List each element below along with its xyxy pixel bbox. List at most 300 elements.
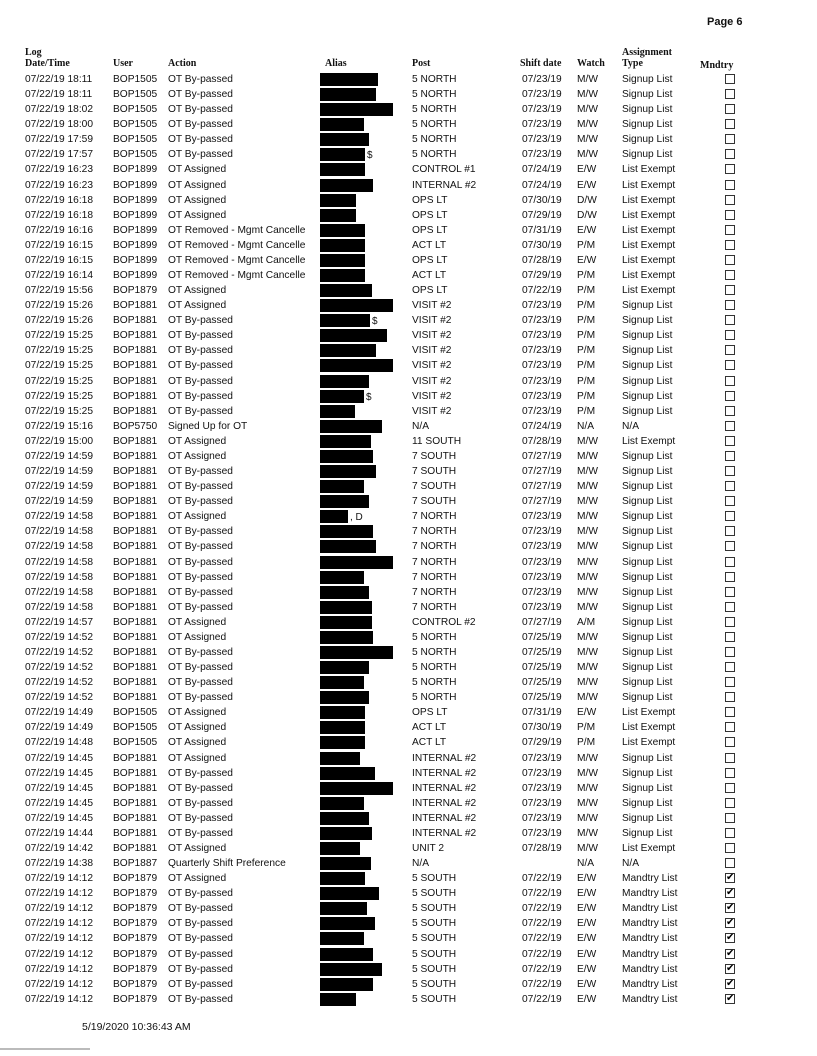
log-datetime: 07/22/19 16:23 — [25, 179, 93, 191]
assignment-type: Signup List — [622, 345, 673, 357]
log-datetime: 07/22/19 18:11 — [25, 89, 93, 101]
shift-date: 07/23/19 — [522, 586, 562, 598]
mandatory-checkbox[interactable] — [725, 330, 735, 340]
redaction-block — [320, 450, 373, 463]
mandatory-checkbox[interactable] — [725, 451, 735, 461]
watch: E/W — [577, 993, 597, 1005]
assignment-type: List Exempt — [622, 239, 676, 251]
user-id: BOP1505 — [113, 104, 158, 116]
assignment-type: Signup List — [622, 692, 673, 704]
assignment-type: List Exempt — [622, 270, 676, 282]
mandatory-checkbox[interactable] — [725, 255, 735, 265]
user-id: BOP1879 — [113, 993, 158, 1005]
assignment-type: Signup List — [622, 149, 673, 161]
user-id: BOP1899 — [113, 270, 158, 282]
shift-date: 07/23/19 — [522, 315, 562, 327]
mandatory-checkbox[interactable] — [725, 526, 735, 536]
mandatory-checkbox[interactable] — [725, 677, 735, 687]
alias-suffix: , D — [350, 512, 363, 524]
watch: E/W — [577, 164, 597, 176]
shift-date: 07/28/19 — [522, 254, 562, 266]
user-id: BOP1879 — [113, 918, 158, 930]
assignment-type: List Exempt — [622, 254, 676, 266]
shift-date: 07/27/19 — [522, 481, 562, 493]
action: OT By-passed — [168, 978, 233, 990]
table-row — [0, 238, 817, 253]
action: OT By-passed — [168, 390, 233, 402]
post: ACT LT — [412, 239, 447, 251]
watch: E/W — [577, 707, 597, 719]
mandatory-checkbox[interactable] — [725, 994, 735, 1004]
user-id: BOP1899 — [113, 179, 158, 191]
action: OT By-passed — [168, 481, 233, 493]
action: OT By-passed — [168, 119, 233, 131]
assignment-type: Signup List — [622, 767, 673, 779]
user-id: BOP1879 — [113, 888, 158, 900]
header-assignment: Assignment — [622, 47, 673, 58]
watch: M/W — [577, 134, 598, 146]
redaction-block — [320, 842, 360, 855]
action: OT By-passed — [168, 797, 233, 809]
shift-date: 07/23/19 — [522, 74, 562, 85]
header-log: Log — [25, 47, 42, 58]
log-datetime: 07/22/19 14:45 — [25, 752, 93, 764]
mandatory-checkbox[interactable] — [725, 602, 735, 612]
table-row — [0, 102, 817, 117]
assignment-type: Signup List — [622, 601, 673, 613]
log-datetime: 07/22/19 14:58 — [25, 526, 93, 538]
user-id: BOP1879 — [113, 933, 158, 945]
mandatory-checkbox[interactable] — [725, 496, 735, 506]
mandatory-checkbox[interactable] — [725, 843, 735, 853]
user-id: BOP1881 — [113, 827, 158, 839]
shift-date: 07/24/19 — [522, 179, 562, 191]
shift-date: 07/23/19 — [522, 556, 562, 568]
redaction-block — [320, 661, 369, 674]
mandatory-checkbox[interactable] — [725, 164, 735, 174]
post: OPS LT — [412, 224, 448, 236]
mandatory-checkbox[interactable] — [725, 406, 735, 416]
log-datetime: 07/22/19 14:58 — [25, 511, 93, 523]
user-id: BOP1881 — [113, 662, 158, 674]
post: N/A — [412, 858, 429, 870]
log-datetime: 07/22/19 18:11 — [25, 74, 93, 85]
watch: E/W — [577, 918, 597, 930]
mandatory-checkbox[interactable] — [725, 692, 735, 702]
user-id: BOP1881 — [113, 450, 158, 462]
redaction-block — [320, 390, 364, 403]
watch: P/M — [577, 375, 596, 387]
watch: M/W — [577, 466, 598, 478]
redaction-block — [320, 540, 376, 553]
post: 5 SOUTH — [412, 918, 457, 930]
redaction-block — [320, 902, 367, 915]
mandatory-checkbox[interactable] — [725, 104, 735, 114]
redaction-block — [320, 601, 372, 614]
log-datetime: 07/22/19 14:58 — [25, 541, 93, 553]
log-datetime: 07/22/19 14:58 — [25, 601, 93, 613]
mandatory-checkbox[interactable] — [725, 918, 735, 928]
mandatory-checkbox[interactable] — [725, 300, 735, 310]
watch: M/W — [577, 450, 598, 462]
redaction-block — [320, 465, 376, 478]
log-datetime: 07/22/19 14:45 — [25, 797, 93, 809]
shift-date: 07/23/19 — [522, 134, 562, 146]
action: OT Assigned — [168, 722, 227, 734]
log-datetime: 07/22/19 14:42 — [25, 842, 93, 854]
redaction-block — [320, 736, 365, 749]
action: OT By-passed — [168, 933, 233, 945]
mandatory-checkbox[interactable] — [725, 707, 735, 717]
watch: M/W — [577, 601, 598, 613]
mandatory-checkbox[interactable] — [725, 949, 735, 959]
watch: D/W — [577, 194, 597, 206]
watch: E/W — [577, 254, 597, 266]
mandatory-checkbox[interactable] — [725, 737, 735, 747]
table-row — [0, 268, 817, 283]
post: 5 SOUTH — [412, 978, 457, 990]
shift-date: 07/25/19 — [522, 677, 562, 689]
watch: M/W — [577, 586, 598, 598]
log-datetime: 07/22/19 15:26 — [25, 300, 93, 312]
redaction-block — [320, 827, 372, 840]
assignment-type: Signup List — [622, 677, 673, 689]
post: INTERNAL #2 — [412, 179, 477, 191]
assignment-type: List Exempt — [622, 194, 676, 206]
assignment-type: N/A — [622, 420, 639, 432]
action: OT By-passed — [168, 918, 233, 930]
log-datetime: 07/22/19 14:12 — [25, 948, 93, 960]
user-id: BOP1881 — [113, 556, 158, 568]
shift-date: 07/30/19 — [522, 722, 562, 734]
shift-date: 07/22/19 — [522, 993, 562, 1005]
log-datetime: 07/22/19 15:16 — [25, 420, 93, 432]
assignment-type: Mandtry List — [622, 873, 678, 885]
post: 11 SOUTH — [412, 435, 462, 447]
redaction-block — [320, 510, 348, 523]
mandatory-checkbox[interactable] — [725, 421, 735, 431]
action: OT Assigned — [168, 842, 227, 854]
watch: M/W — [577, 631, 598, 643]
user-id: BOP1899 — [113, 164, 158, 176]
table-row — [0, 419, 817, 434]
log-datetime: 07/22/19 16:18 — [25, 209, 93, 221]
mandatory-checkbox[interactable] — [725, 933, 735, 943]
redaction-block — [320, 721, 365, 734]
redaction-block — [320, 495, 369, 508]
assignment-type: Signup List — [622, 315, 673, 327]
mandatory-checkbox[interactable] — [725, 225, 735, 235]
log-datetime: 07/22/19 14:12 — [25, 993, 93, 1005]
mandatory-checkbox[interactable] — [725, 617, 735, 627]
shift-date: 07/28/19 — [522, 842, 562, 854]
post: OPS LT — [412, 194, 448, 206]
mandatory-checkbox[interactable] — [725, 481, 735, 491]
mandatory-checkbox[interactable] — [725, 511, 735, 521]
mandatory-checkbox[interactable] — [725, 572, 735, 582]
mandatory-checkbox[interactable] — [725, 888, 735, 898]
mandatory-checkbox[interactable] — [725, 632, 735, 642]
mandatory-checkbox[interactable] — [725, 391, 735, 401]
post: VISIT #2 — [412, 330, 452, 342]
shift-date: 07/23/19 — [522, 119, 562, 131]
mandatory-checkbox[interactable] — [725, 783, 735, 793]
assignment-type: Signup List — [622, 541, 673, 553]
watch: N/A — [577, 420, 594, 432]
shift-date: 07/23/19 — [522, 345, 562, 357]
assignment-type: Signup List — [622, 646, 673, 658]
action: Quarterly Shift Preference — [168, 858, 286, 870]
log-datetime: 07/22/19 14:49 — [25, 707, 93, 719]
shift-date: 07/25/19 — [522, 662, 562, 674]
mandatory-checkbox[interactable] — [725, 964, 735, 974]
mandatory-checkbox[interactable] — [725, 979, 735, 989]
mandatory-checkbox[interactable] — [725, 285, 735, 295]
watch: M/W — [577, 767, 598, 779]
mandatory-checkbox[interactable] — [725, 240, 735, 250]
post: 7 NORTH — [412, 526, 457, 538]
assignment-type: Signup List — [622, 556, 673, 568]
mandatory-checkbox[interactable] — [725, 119, 735, 129]
redaction-block — [320, 314, 370, 327]
redaction-block — [320, 359, 393, 372]
mandatory-checkbox[interactable] — [725, 345, 735, 355]
post: UNIT 2 — [412, 842, 445, 854]
user-id: BOP1899 — [113, 239, 158, 251]
post: 5 NORTH — [412, 692, 457, 704]
mandatory-checkbox[interactable] — [725, 858, 735, 868]
action: OT By-passed — [168, 360, 233, 372]
user-id: BOP1881 — [113, 767, 158, 779]
log-datetime: 07/22/19 16:16 — [25, 224, 93, 236]
post: 5 NORTH — [412, 149, 457, 161]
redaction-block — [320, 676, 364, 689]
redaction-block — [320, 616, 372, 629]
user-id: BOP1879 — [113, 948, 158, 960]
user-id: BOP1887 — [113, 858, 158, 870]
log-datetime: 07/22/19 14:59 — [25, 496, 93, 508]
action: OT By-passed — [168, 496, 233, 508]
assignment-type: Signup List — [622, 586, 673, 598]
mandatory-checkbox[interactable] — [725, 768, 735, 778]
post: 5 SOUTH — [412, 993, 457, 1005]
user-id: BOP1899 — [113, 209, 158, 221]
table-row — [0, 208, 817, 223]
mandatory-checkbox[interactable] — [725, 315, 735, 325]
assignment-type: Signup List — [622, 390, 673, 402]
log-datetime: 07/22/19 14:38 — [25, 858, 93, 870]
redaction-block — [320, 887, 379, 900]
shift-date: 07/25/19 — [522, 631, 562, 643]
post: VISIT #2 — [412, 300, 452, 312]
assignment-type: Signup List — [622, 812, 673, 824]
mandatory-checkbox[interactable] — [725, 903, 735, 913]
log-datetime: 07/22/19 15:25 — [25, 360, 93, 372]
table-row — [0, 811, 817, 826]
shift-date: 07/22/19 — [522, 933, 562, 945]
post: 5 NORTH — [412, 662, 457, 674]
assignment-type: List Exempt — [622, 224, 676, 236]
shift-date: 07/29/19 — [522, 209, 562, 221]
log-datetime: 07/22/19 14:45 — [25, 767, 93, 779]
assignment-type: Signup List — [622, 797, 673, 809]
watch: M/W — [577, 662, 598, 674]
mandatory-checkbox[interactable] — [725, 722, 735, 732]
shift-date: 07/23/19 — [522, 571, 562, 583]
table-row — [0, 434, 817, 449]
action: OT Assigned — [168, 194, 227, 206]
user-id: BOP1505 — [113, 89, 158, 101]
mandatory-checkbox[interactable] — [725, 541, 735, 551]
shift-date: 07/27/19 — [522, 466, 562, 478]
table-row — [0, 132, 817, 147]
mandatory-checkbox[interactable] — [725, 662, 735, 672]
redaction-block — [320, 480, 364, 493]
mandatory-checkbox[interactable] — [725, 828, 735, 838]
action: Signed Up for OT — [168, 420, 248, 432]
mandatory-checkbox[interactable] — [725, 873, 735, 883]
action: OT By-passed — [168, 888, 233, 900]
watch: M/W — [577, 119, 598, 131]
post: 5 SOUTH — [412, 933, 457, 945]
action: OT By-passed — [168, 586, 233, 598]
redaction-block — [320, 797, 364, 810]
assignment-type: Signup List — [622, 450, 673, 462]
user-id: BOP1879 — [113, 873, 158, 885]
table-row — [0, 630, 817, 645]
table-row — [0, 509, 817, 524]
table-row — [0, 494, 817, 509]
user-id: BOP1881 — [113, 360, 158, 372]
redaction-block — [320, 269, 365, 282]
mandatory-checkbox[interactable] — [725, 813, 735, 823]
mandatory-checkbox[interactable] — [725, 74, 735, 84]
assignment-type: Signup List — [622, 496, 673, 508]
mandatory-checkbox[interactable] — [725, 149, 735, 159]
user-id: BOP1505 — [113, 74, 158, 85]
mandatory-checkbox[interactable] — [725, 270, 735, 280]
table-row — [0, 72, 817, 87]
table-row — [0, 645, 817, 660]
log-datetime: 07/22/19 14:44 — [25, 827, 93, 839]
action: OT Assigned — [168, 511, 227, 523]
shift-date: 07/25/19 — [522, 646, 562, 658]
table-row — [0, 524, 817, 539]
mandatory-checkbox[interactable] — [725, 376, 735, 386]
assignment-type: List Exempt — [622, 707, 676, 719]
redaction-block — [320, 812, 369, 825]
mandatory-checkbox[interactable] — [725, 360, 735, 370]
mandatory-checkbox[interactable] — [725, 180, 735, 190]
table-row — [0, 826, 817, 841]
assignment-type: Signup List — [622, 360, 673, 372]
user-id: BOP1881 — [113, 390, 158, 402]
assignment-type: Signup List — [622, 74, 673, 85]
mandatory-checkbox[interactable] — [725, 753, 735, 763]
assignment-type: Signup List — [622, 466, 673, 478]
log-datetime: 07/22/19 14:52 — [25, 677, 93, 689]
header-post: Post — [412, 58, 431, 69]
redaction-block — [320, 148, 365, 161]
table-row — [0, 720, 817, 735]
log-datetime: 07/22/19 14:12 — [25, 903, 93, 915]
table-row — [0, 87, 817, 102]
post: VISIT #2 — [412, 315, 452, 327]
table-row — [0, 223, 817, 238]
mandatory-checkbox[interactable] — [725, 587, 735, 597]
post: 7 SOUTH — [412, 481, 457, 493]
log-datetime: 07/22/19 16:18 — [25, 194, 93, 206]
mandatory-checkbox[interactable] — [725, 557, 735, 567]
shift-date: 07/23/19 — [522, 390, 562, 402]
redaction-block — [320, 752, 360, 765]
table-row — [0, 962, 817, 977]
mandatory-checkbox[interactable] — [725, 210, 735, 220]
table-row — [0, 253, 817, 268]
table-row — [0, 600, 817, 615]
action: OT Assigned — [168, 873, 227, 885]
assignment-type: Signup List — [622, 375, 673, 387]
watch: M/W — [577, 571, 598, 583]
action: OT Assigned — [168, 616, 227, 628]
footer-rule — [0, 1048, 90, 1050]
watch: M/W — [577, 74, 598, 85]
mandatory-checkbox[interactable] — [725, 647, 735, 657]
post: 7 SOUTH — [412, 450, 457, 462]
action: OT By-passed — [168, 903, 233, 915]
assignment-type: List Exempt — [622, 285, 676, 297]
action: OT Assigned — [168, 631, 227, 643]
assignment-type: Mandtry List — [622, 933, 678, 945]
mandatory-checkbox[interactable] — [725, 798, 735, 808]
mandatory-checkbox[interactable] — [725, 195, 735, 205]
action: OT Assigned — [168, 435, 227, 447]
assignment-type: Mandtry List — [622, 948, 678, 960]
assignment-type: Signup List — [622, 571, 673, 583]
shift-date: 07/23/19 — [522, 104, 562, 116]
watch: M/W — [577, 511, 598, 523]
action: OT By-passed — [168, 556, 233, 568]
mandatory-checkbox[interactable] — [725, 466, 735, 476]
action: OT By-passed — [168, 782, 233, 794]
assignment-type: Signup List — [622, 616, 673, 628]
table-row — [0, 358, 817, 373]
redaction-block — [320, 586, 369, 599]
shift-date: 07/25/19 — [522, 692, 562, 704]
post: ACT LT — [412, 722, 447, 734]
action: OT Assigned — [168, 164, 227, 176]
mandatory-checkbox[interactable] — [725, 436, 735, 446]
assignment-type: List Exempt — [622, 435, 676, 447]
log-datetime: 07/22/19 15:25 — [25, 405, 93, 417]
action: OT By-passed — [168, 526, 233, 538]
shift-date: 07/30/19 — [522, 194, 562, 206]
action: OT By-passed — [168, 601, 233, 613]
mandatory-checkbox[interactable] — [725, 89, 735, 99]
user-id: BOP1881 — [113, 812, 158, 824]
log-datetime: 07/22/19 14:45 — [25, 812, 93, 824]
assignment-type: List Exempt — [622, 722, 676, 734]
user-id: BOP1881 — [113, 405, 158, 417]
mandatory-checkbox[interactable] — [725, 134, 735, 144]
watch: E/W — [577, 903, 597, 915]
post: 5 SOUTH — [412, 888, 457, 900]
table-row — [0, 570, 817, 585]
watch: P/M — [577, 300, 596, 312]
watch: P/M — [577, 239, 596, 251]
watch: P/M — [577, 330, 596, 342]
watch: P/M — [577, 737, 596, 749]
